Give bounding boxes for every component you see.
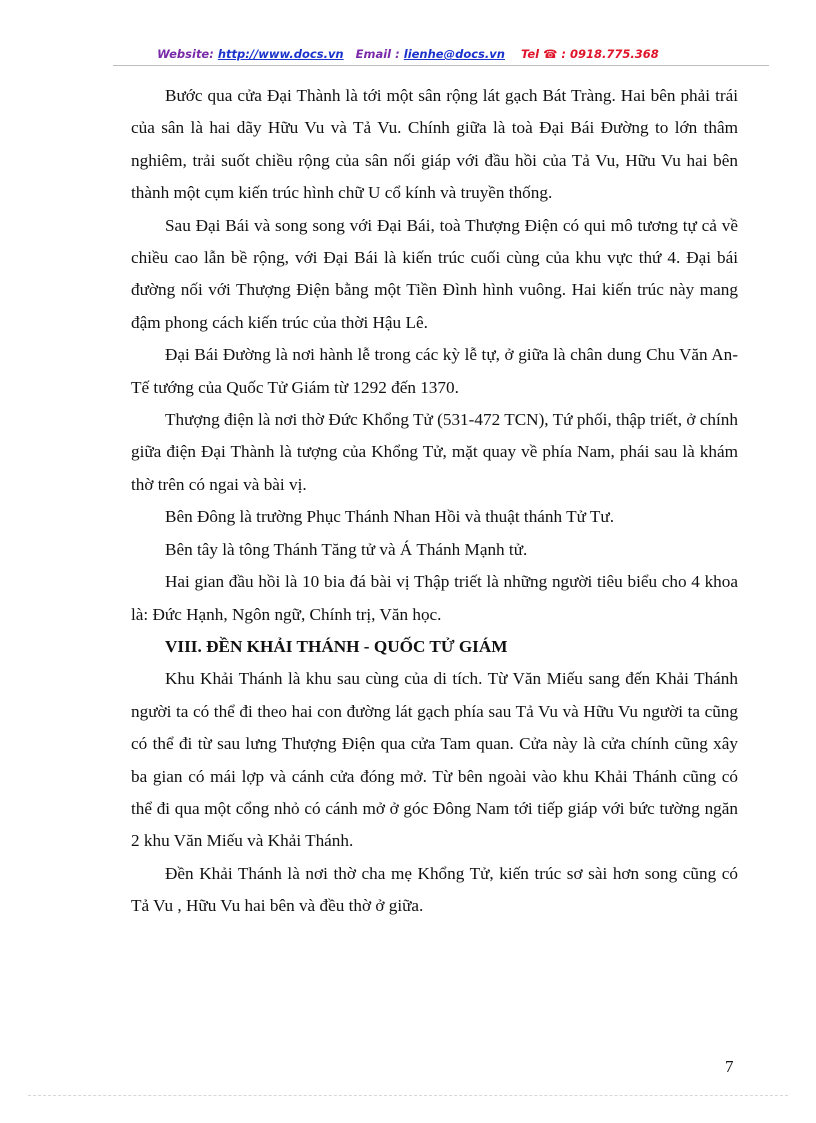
email-link[interactable]: lienhe@docs.vn (403, 47, 505, 61)
document-body (131, 80, 738, 923)
email-label: Email : (355, 47, 400, 61)
paragraph: Bước qua cửa Đại Thành là tới một sân rộng lát gạch Bát Tràng. Hai bên phải trái của sân là hai dãy Hữu Vu và Tả Vu. Chính giữa là toà Đại Bái Đường to lớn thâm nghiêm, trải suốt chiều rộng của sân nối giáp với đầu hồi của Tả Vu, Hữu Vu hai bên thành một cụm kiến trúc hình chữ U cổ kính và truyền thống. (131, 86, 738, 203)
page-number: 7 (725, 1057, 734, 1076)
footer-divider (28, 1095, 788, 1096)
paragraph: Hai gian đầu hồi là 10 bia đá bài vị Thập triết là những người tiêu biểu cho 4 khoa là: Đức Hạnh, Ngôn ngữ, Chính trị, Văn học. (131, 572, 738, 624)
paragraph: Khu Khải Thánh là khu sau cùng của di tích. Từ Văn Miếu sang đến Khải Thánh người ta có thể đi theo hai con đường lát gạch phía sau Tả Vu và Hữu Vu người ta cũng có thể đi từ sau lưng Thượng Điện qua cửa Tam quan. Cửa này là cửa chính cũng xây ba gian có mái lợp và cánh cửa đóng mở. Từ bên ngoài vào khu Khải Thánh cũng có thể đi qua một cổng nhỏ có cánh mở ở góc Đông Nam tới tiếp giáp với bức tường ngăn 2 khu Văn Miếu và Khải Thánh. (131, 669, 738, 851)
paragraph: Thượng điện là nơi thờ Đức Khổng Tử (531-472 TCN), Tứ phối, thập triết, ở chính giữa điện Đại Thành là tượng của Khổng Tử, mặt quay về phía Nam, phái sau là khám thờ trên có ngai và bài vị. (131, 410, 738, 494)
paragraph: Đền Khải Thánh là nơi thờ cha mẹ Khổng Tử, kiến trúc sơ sài hơn song cũng có Tả Vu , Hữu Vu hai bên và đều thờ ở giữa. (131, 863, 738, 916)
tel-number: 0918.775.368 (570, 47, 659, 61)
header-divider (113, 65, 769, 66)
paragraph: Bên tây là tông Thánh Tăng tử và Á Thánh Mạnh tử. (165, 539, 528, 559)
tel-label: Tel ☎ : (520, 47, 567, 61)
paragraph: Đại Bái Đường là nơi hành lễ trong các kỳ lễ tự, ở giữa là chân dung Chu Văn An- Tế tướng của Quốc Tử Giám từ 1292 đến 1370. (131, 345, 738, 397)
paragraph: Sau Đại Bái và song song với Đại Bái, toà Thượng Điện có qui mô tương tự cả về chiều cao lẫn bề rộng, với Đại Bái là kiến trúc cuối cùng của khu vực thứ 4. Đại bái đường nối với Thượng Điện bằng một Tiền Đình hình vuông. Hai kiến trúc này mang đậm phong cách kiến trúc của thời Hậu Lê. (131, 215, 738, 332)
page-header (0, 47, 816, 61)
section-heading: VIII. ĐỀN KHẢI THÁNH - QUỐC TỬ GIÁM (165, 636, 508, 656)
website-link[interactable]: http://www.docs.vn (217, 47, 344, 61)
paragraph: Bên Đông là trường Phục Thánh Nhan Hồi và thuật thánh Tử Tư. (165, 507, 614, 527)
website-label: Website: (157, 47, 214, 61)
